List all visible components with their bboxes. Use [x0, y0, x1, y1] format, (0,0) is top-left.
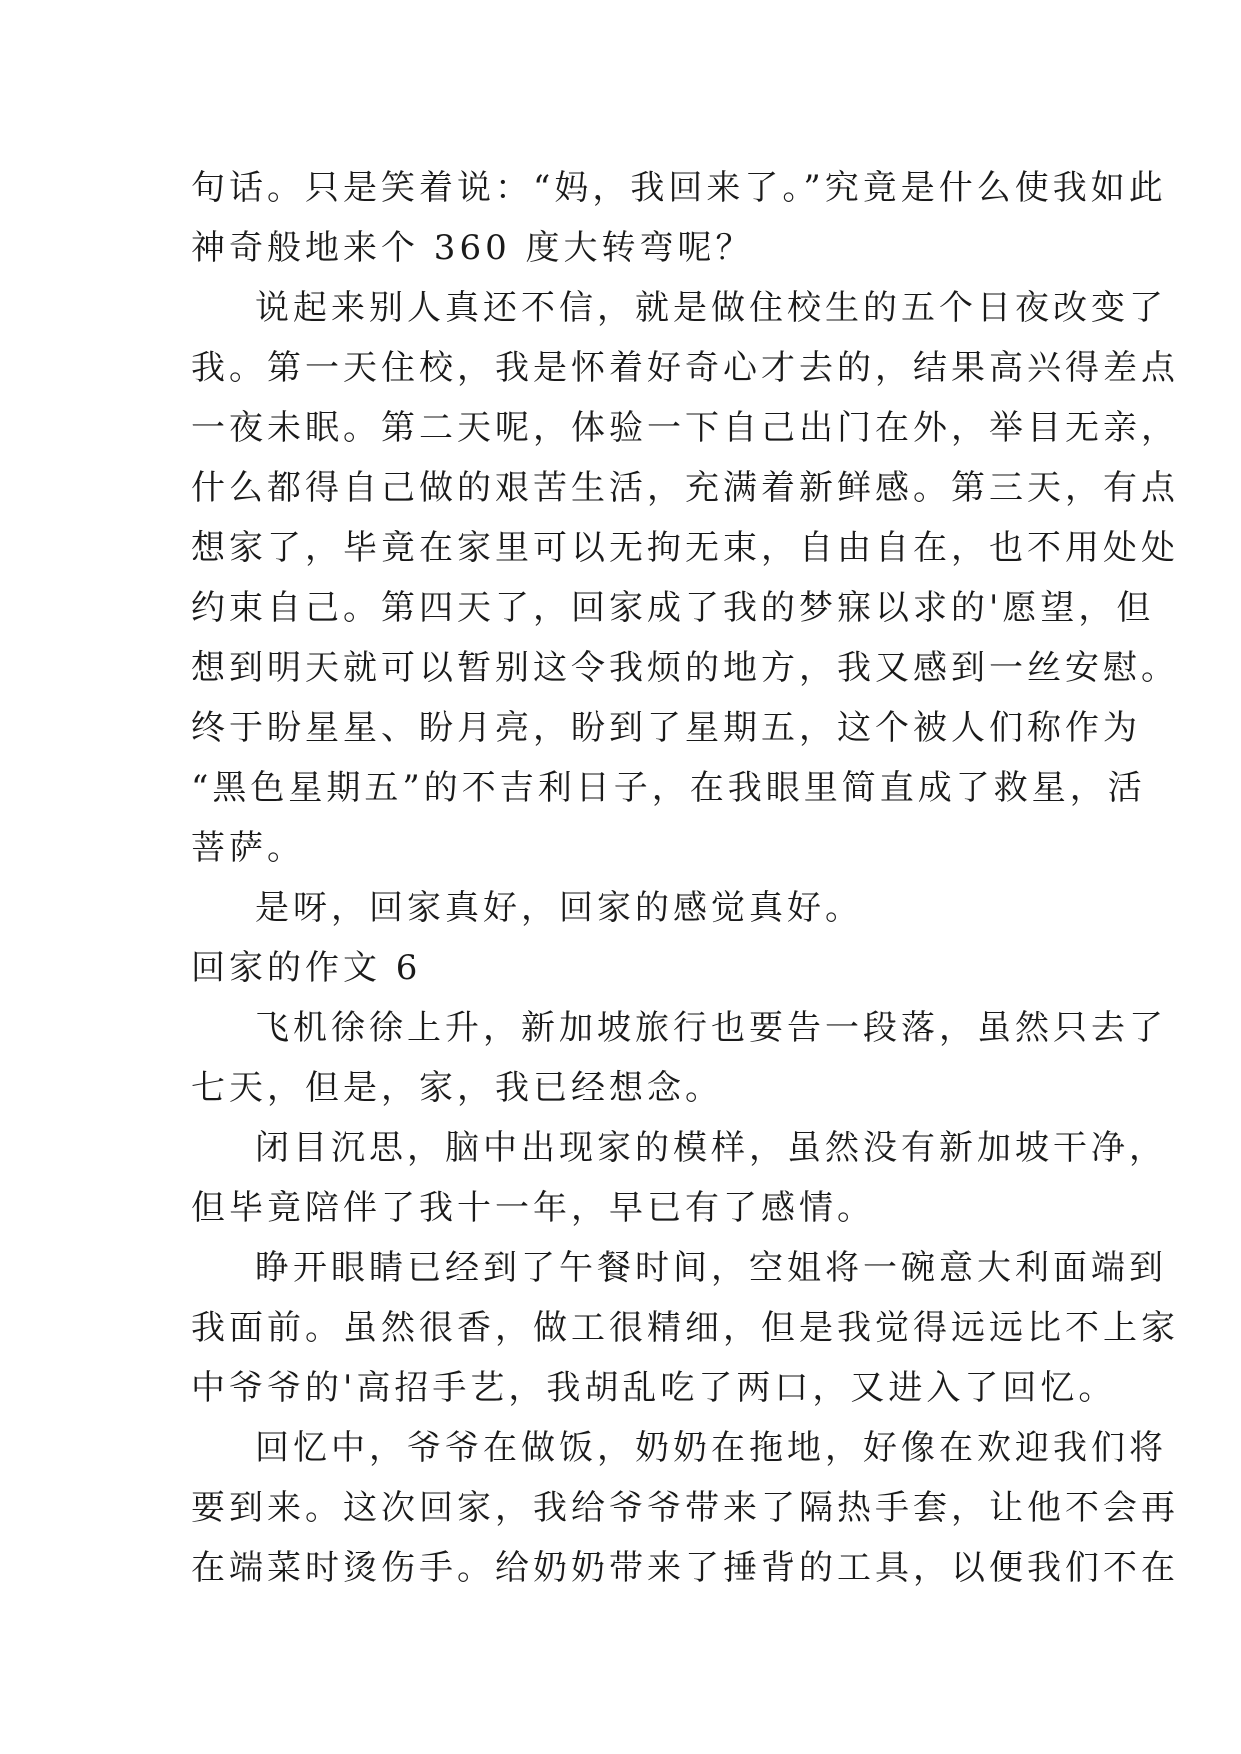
text-line: 回忆中，爷爷在做饭，奶奶在拖地，好像在欢迎我们将 — [255, 1428, 1167, 1468]
essay-text — [191, 158, 1179, 1598]
section-heading: 回家的作文 6 — [191, 948, 422, 988]
text-line: 想家了，毕竟在家里可以无拘无束，自由自在，也不用处处 — [191, 528, 1179, 568]
text-line: 一夜未眠。第二天呢，体验一下自己出门在外，举目无亲， — [191, 408, 1179, 448]
text-line: 中爷爷的'高招手艺，我胡乱吃了两口，又进入了回忆。 — [191, 1368, 1117, 1408]
text-line: 什么都得自己做的艰苦生活，充满着新鲜感。第三天，有点 — [191, 468, 1179, 508]
text-line: 在端菜时烫伤手。给奶奶带来了捶背的工具，以便我们不在 — [191, 1548, 1179, 1588]
text-line: 约束自己。第四天了，回家成了我的梦寐以求的'愿望，但 — [191, 588, 1155, 628]
text-line: 想到明天就可以暂别这令我烦的地方，我又感到一丝安慰。 — [191, 648, 1179, 688]
text-line: 飞机徐徐上升，新加坡旅行也要告一段落，虽然只去了 — [255, 1008, 1167, 1048]
text-line: 七天，但是，家，我已经想念。 — [191, 1068, 723, 1108]
text-line: 睁开眼睛已经到了午餐时间，空姐将一碗意大利面端到 — [255, 1248, 1167, 1288]
text-line: 我面前。虽然很香，做工很精细，但是我觉得远远比不上家 — [191, 1308, 1179, 1348]
text-line: 但毕竟陪伴了我十一年，早已有了感情。 — [191, 1188, 875, 1228]
text-line: 神奇般地来个 360 度大转弯呢？ — [191, 228, 754, 268]
text-line: “黑色星期五”的不吉利日子，在我眼里简直成了救星，活 — [191, 768, 1146, 808]
text-line: 闭目沉思，脑中出现家的模样，虽然没有新加坡干净， — [255, 1128, 1167, 1168]
text-line: 句话。只是笑着说：“妈，我回来了。”究竟是什么使我如此 — [191, 168, 1167, 208]
text-line: 菩萨。 — [191, 828, 305, 868]
text-line: 我。第一天住校，我是怀着好奇心才去的，结果高兴得差点 — [191, 348, 1179, 388]
text-line: 终于盼星星、盼月亮，盼到了星期五，这个被人们称作为 — [191, 708, 1141, 748]
text-line: 是呀，回家真好，回家的感觉真好。 — [255, 888, 863, 928]
text-line: 说起来别人真还不信，就是做住校生的五个日夜改变了 — [255, 288, 1167, 328]
text-line: 要到来。这次回家，我给爷爷带来了隔热手套，让他不会再 — [191, 1488, 1179, 1528]
